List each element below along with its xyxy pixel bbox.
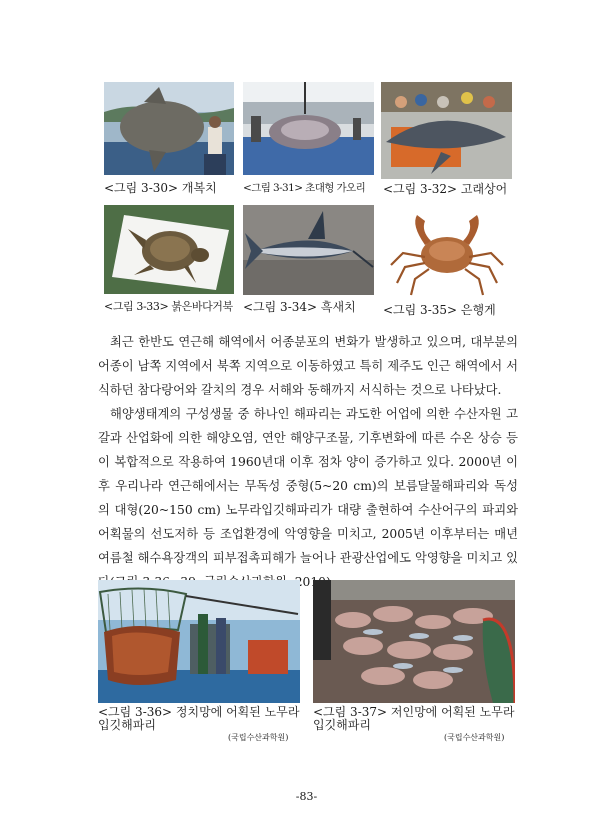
source-fig-3-36: (국립수산과학원)	[228, 733, 289, 742]
paragraph-2: 해양생태계의 구성생물 중 하나인 해파리는 과도한 어업에 의한 수산자원 고갈과 산업화에 의한 해양오염, 연안 해양구조물, 기후변화에 따른 수온 상승 등이 복합적으로 작용하여 1960년대 이후 점차 양이 증가하고 있다. 2000년 이후 우리나라 연근해에서는 무독성 중형(5~20 cm)의 보름달물해파리와 독성의 대형(20~150 cm) 노무라입깃해파리가 대량 출현하여 수산어구의 파괴와 어획물의 선도저하 등 조업환경에 악영향을 미치고, 2005년 이후부터는 매년 여름철 해수욕장객의 피부접촉피해가 늘어나 관광산업에도 악영향을 미치고 있	[98, 407, 518, 565]
caption-fig-3-36: <그림 3-36> 정치망에 어획된 노무라입깃해파리	[98, 705, 300, 732]
caption-fig-3-31: <그림 3-31> 초대형 가오리	[243, 182, 366, 194]
photo-giant-ray	[243, 82, 374, 175]
caption-fig-3-32: <그림 3-32> 고래상어	[383, 182, 508, 196]
photo-black-marlin	[243, 205, 374, 295]
photo-trawl-net-jellyfish	[313, 580, 515, 703]
caption-fig-3-34: <그림 3-34> 흑새치	[243, 300, 356, 314]
source-fig-3-37: (국립수산과학원)	[444, 733, 505, 742]
caption-fig-3-33: <그림 3-33> 붉은바다거북	[104, 300, 233, 313]
page-number: -83-	[295, 790, 318, 803]
photo-sunfish	[104, 82, 234, 175]
caption-fig-3-30: <그림 3-30> 개복치	[104, 181, 217, 195]
photo-bank-crab	[381, 205, 512, 300]
photo-sea-turtle	[104, 205, 234, 294]
paragraph-1: 최근 한반도 연근해 해역에서 어종분포의 변화가 발생하고 있으며, 대부분의 어종이 남쪽 지역에서 북쪽 지역으로 이동하였고 특히 제주도 인근 해역에서 서식하던 참다랑어와 갈치의 경우 서해와 동해까지 서식하는 것으로 나타났다.	[98, 335, 518, 397]
caption-fig-3-37: <그림 3-37> 저인망에 어획된 노무라입깃해파리	[313, 705, 515, 732]
photo-set-net-jellyfish	[98, 580, 300, 703]
photo-whale-shark	[381, 82, 512, 179]
body-text	[98, 330, 518, 594]
caption-fig-3-35: <그림 3-35> 은행게	[383, 303, 496, 317]
